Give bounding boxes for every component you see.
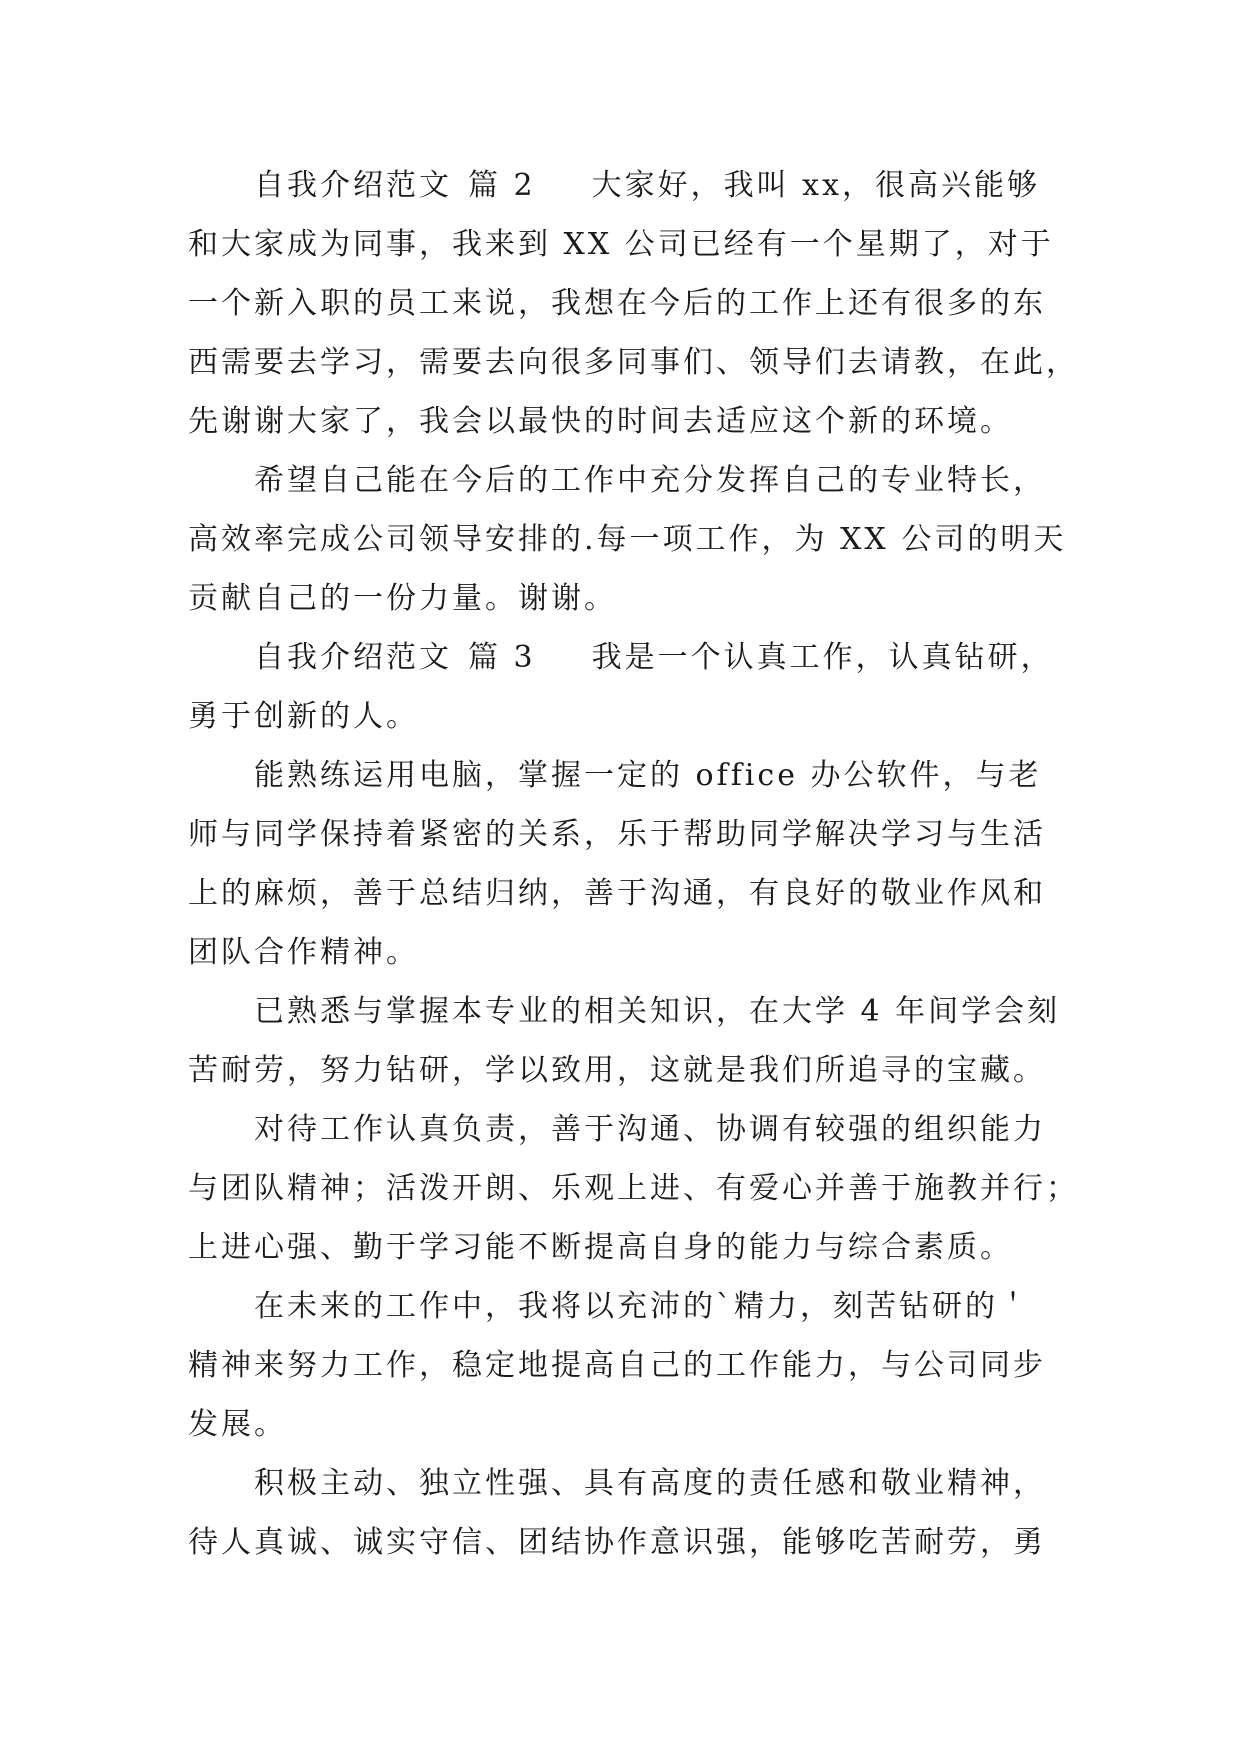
heading-line (188, 628, 1068, 687)
text-line: 能熟练运用电脑，掌握一定的 office 办公软件，与老 (254, 758, 1042, 793)
text-line: 待人真诚、诚实守信、团结协作意识强，能够吃苦耐劳，勇 (188, 1525, 1046, 1560)
text-line: 发展。 (188, 1407, 287, 1442)
text-line: 与团队精神；活泼开朗、乐观上进、有爱心并善于施教并行； (188, 1171, 1079, 1206)
section-title: 自我介绍范文 (254, 640, 452, 675)
text-line: 在未来的工作中，我将以充沛的`精力，刻苦钻研的＇ (254, 1289, 1031, 1324)
text-line: 先谢谢大家了，我会以最快的时间去适应这个新的环境。 (188, 404, 1013, 439)
text-line: 苦耐劳，努力钻研，学以致用，这就是我们所追寻的宝藏。 (188, 1053, 1046, 1088)
text-line: 勇于创新的人。 (188, 699, 419, 734)
text-line: 贡献自己的一份力量。谢谢。 (188, 581, 617, 616)
section-title: 自我介绍范文 (254, 168, 452, 203)
text-line: 团队合作精神。 (188, 935, 419, 970)
text-line: 师与同学保持着紧密的关系，乐于帮助同学解决学习与生活 (188, 817, 1046, 852)
text-line: 精神来努力工作，稳定地提高自己的工作能力，与公司同步 (188, 1348, 1046, 1383)
document-body (188, 156, 1079, 1572)
text-line: 西需要去学习，需要去向很多同事们、领导们去请教，在此， (188, 345, 1079, 380)
text-line: 对待工作认真负责，善于沟通、协调有较强的组织能力 (254, 1112, 1046, 1147)
text-line: 已熟悉与掌握本专业的相关知识，在大学 4 年间学会刻 (254, 994, 1061, 1029)
text-line: 积极主动、独立性强、具有高度的责任感和敬业精神， (254, 1466, 1046, 1501)
section-number: 篇 3 (468, 640, 536, 675)
heading-line (188, 156, 1068, 215)
paragraph-start: 我是一个认真工作，认真钻研， (591, 640, 1054, 675)
text-line: 上进心强、勤于学习能不断提高自身的能力与综合素质。 (188, 1230, 1013, 1265)
text-line: 高效率完成公司领导安排的.每一项工作，为 XX 公司的明天 (188, 522, 1067, 557)
text-line: 和大家成为同事，我来到 XX 公司已经有一个星期了，对于 (188, 227, 1054, 262)
text-line: 上的麻烦，善于总结归纳，善于沟通，有良好的敬业作风和 (188, 876, 1046, 911)
paragraph-start: 大家好，我叫 xx，很高兴能够 (591, 168, 1040, 203)
text-line: 一个新入职的员工来说，我想在今后的工作上还有很多的东 (188, 286, 1046, 321)
section-number: 篇 2 (468, 168, 536, 203)
text-line: 希望自己能在今后的工作中充分发挥自己的专业特长， (254, 463, 1046, 498)
